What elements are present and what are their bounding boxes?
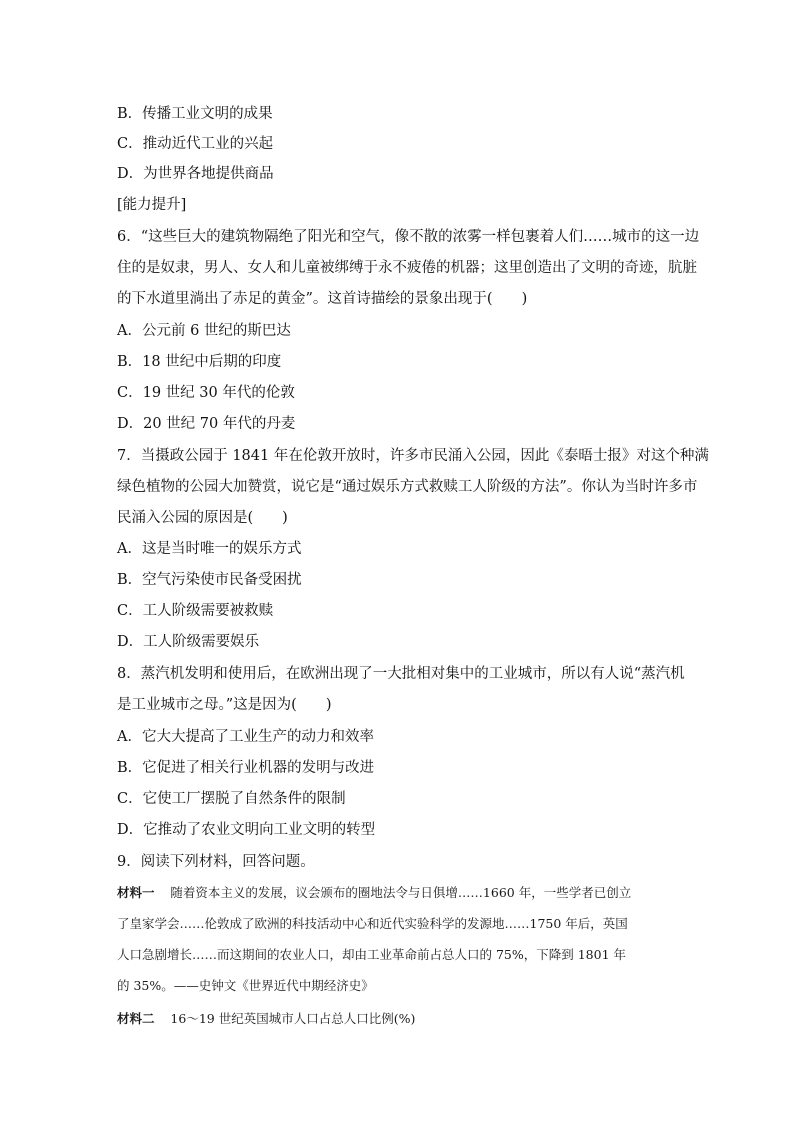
option-d-q6: D．20 世纪 70 年代的丹麦 (117, 416, 296, 432)
option-a-q7: A．这是当时唯一的娱乐方式 (117, 541, 302, 557)
option-d-q5: D．为世界各地提供商品 (117, 166, 274, 182)
option-c-q7: C．工人阶级需要被救赎 (117, 603, 274, 619)
option-c-q8: C．它使工厂摆脱了自然条件的限制 (117, 791, 346, 807)
option-b-q7: B．空气污染使市民备受困扰 (117, 572, 302, 588)
section-heading: [能力提升] (117, 197, 187, 213)
material-1-label: 材料一 (117, 885, 155, 900)
material-1-line-3: 人口急剧增长……而这期间的农业人口，却由工业革命前占总人口的 75%，下降到 1801 年 (117, 947, 627, 962)
option-b-q6: B．18 世纪中后期的印度 (117, 354, 282, 370)
question-7-line-1: 7．当摄政公园于 1841 年在伦敦开放时，许多市民涌入公园，因此《泰晤士报》对这个种满 (117, 448, 709, 464)
question-8-line-2: 是工业城市之母。”这是因为( ) (117, 697, 332, 713)
question-6-line-2: 住的是奴隶，男人、女人和儿童被绑缚于永不疲倦的机器；这里创造出了文明的奇迹，肮脏 (117, 260, 697, 276)
option-d-q7: D．工人阶级需要娱乐 (117, 634, 260, 650)
question-7-line-3: 民涌入公园的原因是( ) (117, 510, 288, 526)
material-1-line-4: 的 35%。——史钟文《世界近代中期经济史》 (117, 978, 374, 993)
option-d-q8: D．它推动了农业文明向工业文明的转型 (117, 822, 376, 838)
material-1-text-1: 随着资本主义的发展，议会颁布的圈地法令与日俱增……1660 年，一些学者已创立 (170, 885, 632, 900)
material-2-line (117, 1010, 415, 1028)
material-2-label: 材料二 (117, 1011, 155, 1026)
option-b-q8: B．它促进了相关行业机器的发明与改进 (117, 760, 375, 776)
question-6-line-1: 6．“这些巨大的建筑物隔绝了阳光和空气，像不散的浓雾一样包裹着人们……城市的这一边 (117, 229, 700, 245)
question-8-line-1: 8．蒸汽机发明和使用后，在欧洲出现了一大批相对集中的工业城市，所以有人说“蒸汽机 (117, 666, 685, 682)
option-a-q8: A．它大大提高了工业生产的动力和效率 (117, 729, 374, 745)
question-9-intro: 9．阅读下列材料，回答问题。 (117, 854, 315, 870)
material-1-line-2: 了皇家学会……伦敦成了欧洲的科技活动中心和近代实验科学的发源地……1750 年后，英国 (117, 916, 628, 931)
option-a-q6: A．公元前 6 世纪的斯巴达 (117, 323, 291, 339)
option-b-q5: B．传播工业文明的成果 (117, 106, 273, 122)
option-c-q6: C．19 世纪 30 年代的伦敦 (117, 385, 295, 401)
material-2-title: 16～19 世纪英国城市人口占总人口比例(%) (170, 1011, 416, 1026)
question-6-line-3: 的下水道里淌出了赤足的黄金”。这首诗描绘的景象出现于( ) (117, 291, 528, 307)
material-1-line-1 (117, 884, 631, 902)
option-c-q5: C．推动近代工业的兴起 (117, 136, 274, 152)
question-7-line-2: 绿色植物的公园大加赞赏，说它是“通过娱乐方式救赎工人阶级的方法”。你认为当时许多市 (117, 479, 698, 495)
